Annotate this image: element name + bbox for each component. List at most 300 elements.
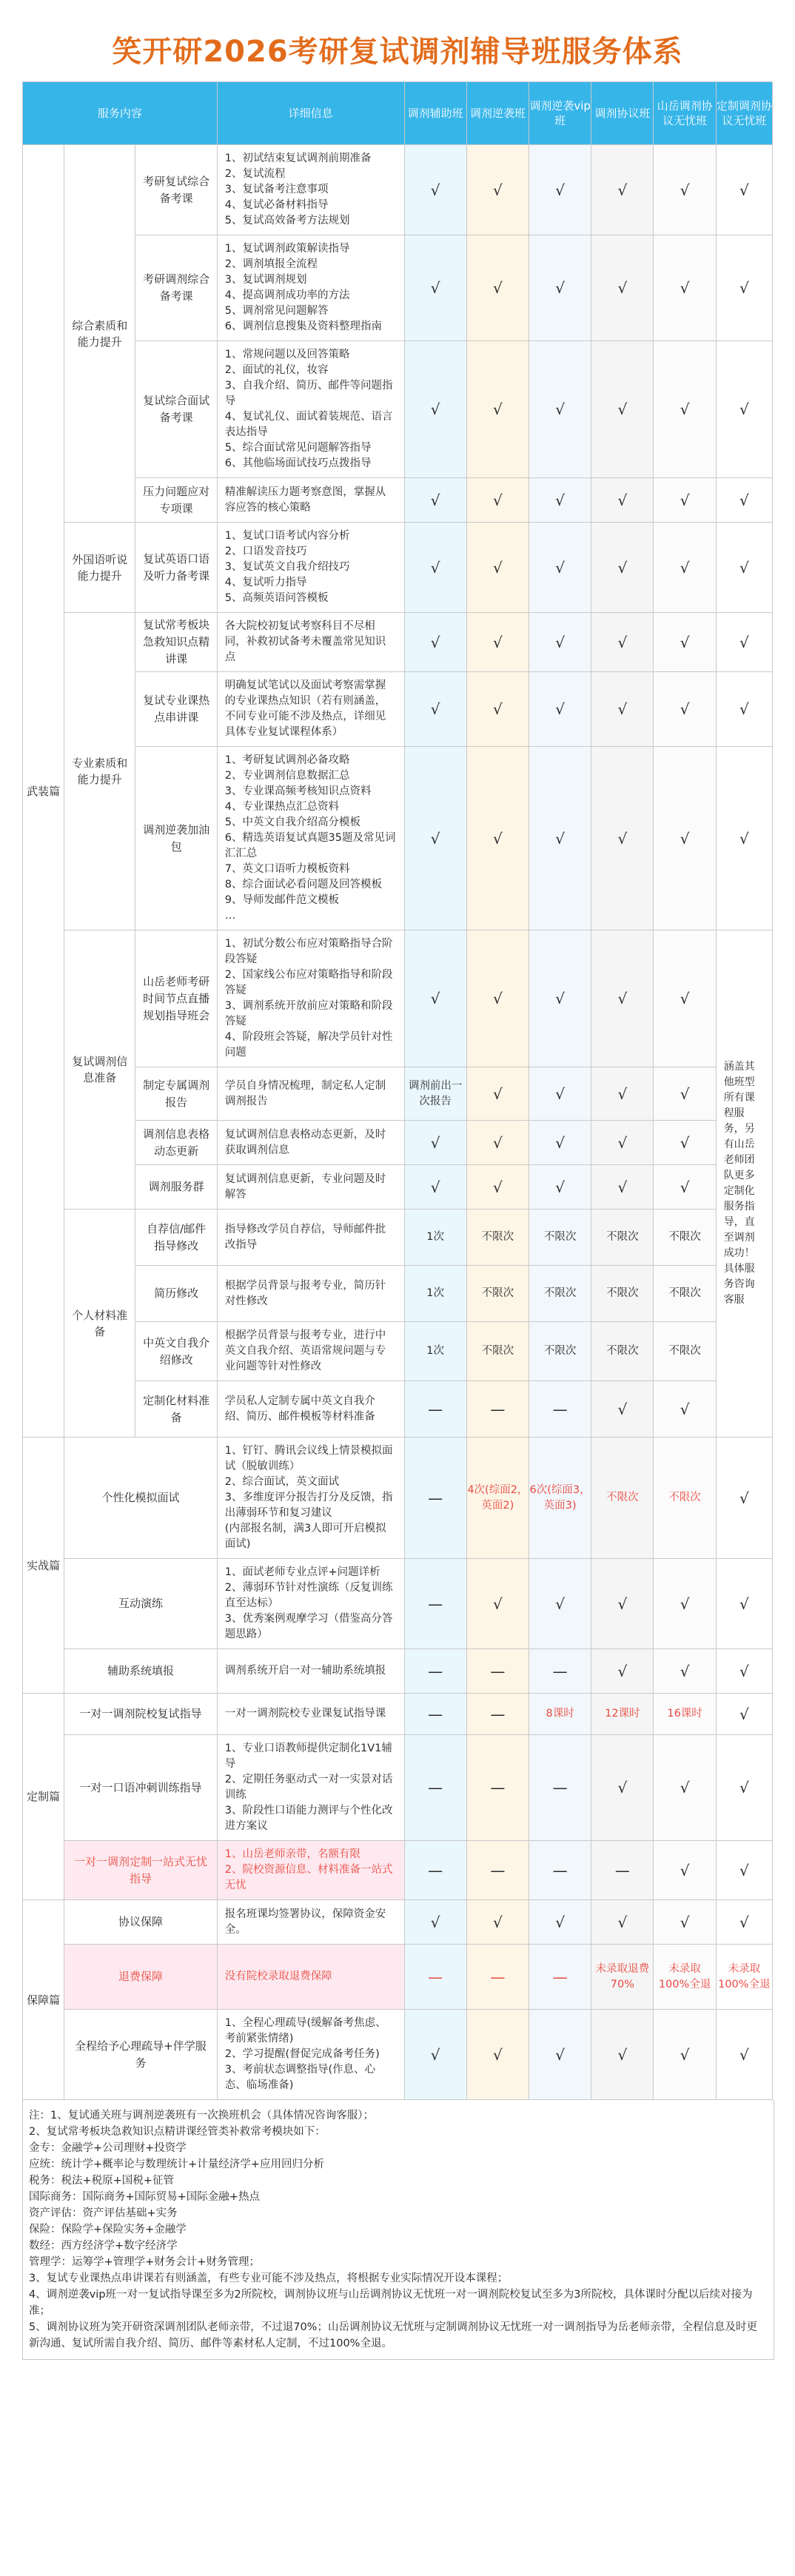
- dash-mark: —: [466, 1381, 529, 1438]
- plan-value: 未录取100%全退: [654, 1945, 716, 2010]
- detail-line: 7、英文口语听力模板资料: [224, 863, 350, 875]
- table-row: [23, 1266, 773, 1322]
- plan-value: 不限次: [591, 1266, 654, 1322]
- note-line: 数经：西方经济学+数字经济学: [29, 2240, 178, 2252]
- check-icon: √: [654, 235, 716, 341]
- check-icon: √: [466, 1067, 529, 1121]
- check-icon: √: [466, 1559, 529, 1649]
- detail-line: 3、自我介绍、简历、邮件等问题指导: [224, 380, 393, 407]
- service-item: 定制化材料准备: [135, 1381, 217, 1438]
- check-icon: √: [654, 2010, 716, 2100]
- detail-line: 3、阶段性口语能力测评与个性化改进方案议: [224, 1805, 393, 1832]
- check-icon: √: [654, 747, 716, 930]
- plan-value: 不限次: [529, 1322, 591, 1381]
- table-row: [23, 478, 773, 523]
- table-row: [23, 1735, 773, 1841]
- detail-line: 2、院校资源信息、材料准备一站式无忧: [224, 1864, 393, 1891]
- note-line: 5、调剂协议班为笑开研资深调剂团队老师亲带，不过退70%；山岳调剂协议无忧班与定制调剂协议无忧班一对一调剂指导为岳老师亲带，全程信息及时更新沟通、复试所需自我介绍、简历、邮件等素材私人定制，不过100%全退。: [29, 2321, 757, 2349]
- plan-value: 不限次: [591, 1322, 654, 1381]
- detail-line: 2、国家线公布应对策略指导和阶段答疑: [224, 969, 393, 996]
- table-row: [23, 1945, 773, 2010]
- check-icon: √: [529, 523, 591, 613]
- header-plan: 定制调剂协议无忧班: [716, 82, 772, 145]
- detail-line: 3、复试备考注意事项: [224, 184, 329, 195]
- check-icon: √: [654, 1165, 716, 1210]
- detail-line: 5、复试高效备考方法规划: [224, 215, 350, 227]
- dash-mark: —: [404, 1381, 466, 1438]
- detail-line: 3、考前状态调整指导(作息、心态、临场准备): [224, 2064, 376, 2091]
- check-icon: √: [404, 1900, 466, 1945]
- check-icon: √: [654, 1900, 716, 1945]
- check-icon: √: [716, 235, 772, 341]
- check-icon: √: [529, 613, 591, 672]
- plan-value: 6次(综面3，英面3): [529, 1438, 591, 1559]
- dash-mark: —: [404, 1438, 466, 1559]
- check-icon: √: [466, 341, 529, 478]
- dash-mark: —: [529, 1381, 591, 1438]
- check-icon: √: [529, 2010, 591, 2100]
- table-row: [23, 1322, 773, 1381]
- check-icon: √: [716, 672, 772, 747]
- detail-line: 学员私人定制专属中英文自我介绍、简历、邮件模板等材料准备: [224, 1395, 375, 1423]
- detail-cell: [217, 478, 404, 523]
- service-item: 考研调剂综合备考课: [135, 235, 217, 341]
- service-item: 复试常考板块急救知识点精讲课: [135, 613, 217, 672]
- detail-line: 1、常规问题以及回答策略: [224, 349, 350, 360]
- service-item: 复试综合面试备考课: [135, 341, 217, 478]
- header-plan: 山岳调剂协议无忧班: [654, 82, 716, 145]
- detail-cell: [217, 1649, 404, 1694]
- detail-line: 1、初试结束复试调剂前期准备: [224, 152, 372, 164]
- detail-line: 5、调剂常见问题解答: [224, 305, 329, 317]
- plan-value: 8课时: [529, 1694, 591, 1735]
- check-icon: √: [404, 478, 466, 523]
- detail-line: 2、口语发音技巧: [224, 546, 307, 557]
- check-icon: √: [591, 1735, 654, 1841]
- service-item: 一对一调剂院校复试指导: [64, 1694, 218, 1735]
- detail-line: 2、薄弱环节针对性演练（反复训练直至达标）: [224, 1582, 393, 1609]
- check-icon: √: [529, 1067, 591, 1121]
- detail-line: 1、复试口语考试内容分析: [224, 530, 350, 542]
- plan-value: 不限次: [591, 1210, 654, 1266]
- header-plan: 调剂逆袭班: [466, 82, 529, 145]
- table-row: [23, 1559, 773, 1649]
- check-icon: √: [654, 613, 716, 672]
- table-row: [23, 747, 773, 930]
- plan-value: 不限次: [466, 1266, 529, 1322]
- check-icon: √: [466, 235, 529, 341]
- check-icon: √: [529, 1121, 591, 1165]
- header-plan: 调剂协议班: [591, 82, 654, 145]
- note-line: 3、复试专业课热点串讲课若有则涵盖，有些专业可能不涉及热点，将根据专业实际情况开设本课程；: [29, 2273, 509, 2284]
- service-item: 中英文自我介绍修改: [135, 1322, 217, 1381]
- plan-value: 不限次: [654, 1438, 716, 1559]
- check-icon: √: [591, 523, 654, 613]
- detail-cell: [217, 1266, 404, 1322]
- check-icon: √: [591, 747, 654, 930]
- check-icon: √: [591, 1900, 654, 1945]
- table-row: [23, 672, 773, 747]
- detail-line: 4、复试必备材料指导: [224, 199, 329, 211]
- check-icon: √: [404, 747, 466, 930]
- table-row: [23, 1694, 773, 1735]
- detail-cell: [217, 2010, 404, 2100]
- check-icon: √: [716, 613, 772, 672]
- dash-mark: —: [466, 1735, 529, 1841]
- check-icon: √: [466, 1900, 529, 1945]
- check-icon: √: [404, 145, 466, 235]
- detail-line: 3、调剂系统开放前应对策略和阶段答疑: [224, 1000, 393, 1027]
- dash-mark: —: [529, 1841, 591, 1900]
- check-icon: √: [654, 145, 716, 235]
- plan-value: 1次: [404, 1210, 466, 1266]
- check-icon: √: [716, 1735, 772, 1841]
- check-icon: √: [591, 341, 654, 478]
- detail-line: 5、高频英语问答模板: [224, 592, 329, 604]
- service-item: 一对一调剂定制一站式无忧指导: [64, 1841, 218, 1900]
- detail-line: 调剂系统开启一对一辅助系统填报: [224, 1665, 386, 1677]
- note-line: 4、调剂逆袭vip班一对一复试指导课至多为2所院校，调剂协议班与山岳调剂协议无忧班一对一调剂院校复试至多为3所院校，具体课时分配以后续对接为准；: [29, 2289, 753, 2317]
- detail-line: 2、面试的礼仪，妆容: [224, 364, 329, 376]
- table-row: [23, 1165, 773, 1210]
- subcategory-label: 外国语听说能力提升: [64, 523, 135, 613]
- detail-line: 5、中英文自我介绍高分模板: [224, 816, 361, 828]
- section-label: 实战篇: [23, 1438, 64, 1694]
- note-line: 应统：统计学+概率论与数理统计+计量经济学+应用回归分析: [29, 2159, 324, 2170]
- dash-mark: —: [404, 1649, 466, 1694]
- detail-cell: [217, 930, 404, 1067]
- plan-value: 不限次: [591, 1438, 654, 1559]
- dash-mark: —: [466, 1694, 529, 1735]
- check-icon: √: [529, 1165, 591, 1210]
- section-label: 武装篇: [23, 145, 64, 1438]
- service-item: 简历修改: [135, 1266, 217, 1322]
- detail-cell: [217, 1067, 404, 1121]
- detail-line: 1、复试调剂政策解读指导: [224, 243, 350, 255]
- note-line: 管理学：运筹学+管理学+财务会计+财务管理；: [29, 2256, 260, 2268]
- check-icon: √: [466, 747, 529, 930]
- detail-line: 一对一调剂院校专业课复试指导课: [224, 1708, 386, 1720]
- check-icon: √: [654, 523, 716, 613]
- detail-line: 1、考研复试调剂必备攻略: [224, 754, 350, 766]
- table-row: [23, 1067, 773, 1121]
- detail-line: 根据学员背景与报考专业，简历针对性修改: [224, 1279, 386, 1307]
- check-icon: √: [591, 1559, 654, 1649]
- table-row: [23, 523, 773, 613]
- detail-cell: [217, 1841, 404, 1900]
- detail-line: 6、精选英语复试真题35题及常见词汇汇总: [224, 832, 396, 859]
- table-row: [23, 2010, 773, 2100]
- detail-line: 4、专业课热点汇总资料: [224, 801, 340, 813]
- detail-line: 8、综合面试必看问题及回答模板: [224, 879, 383, 890]
- check-icon: √: [404, 523, 466, 613]
- plan-value: 16课时: [654, 1694, 716, 1735]
- detail-cell: [217, 1121, 404, 1165]
- table-row: [23, 930, 773, 1067]
- check-icon: √: [466, 1165, 529, 1210]
- check-icon: √: [591, 1067, 654, 1121]
- table-row: [23, 1900, 773, 1945]
- dash-mark: —: [529, 1649, 591, 1694]
- detail-line: 根据学员背景与报考专业，进行中英文自我介绍、英语常规问题与专业问题等针对性修改: [224, 1329, 386, 1372]
- service-table: [22, 81, 773, 2100]
- plan-value: 12课时: [591, 1694, 654, 1735]
- table-row: [23, 341, 773, 478]
- check-icon: √: [716, 1559, 772, 1649]
- detail-cell: [217, 341, 404, 478]
- detail-cell: [217, 1322, 404, 1381]
- detail-cell: [217, 523, 404, 613]
- check-icon: √: [591, 478, 654, 523]
- check-icon: √: [466, 523, 529, 613]
- table-row: [23, 1438, 773, 1559]
- service-item: 全程给予心理疏导+伴学服务: [64, 2010, 218, 2100]
- dash-mark: —: [529, 1945, 591, 2010]
- service-item: 制定专属调剂报告: [135, 1067, 217, 1121]
- check-icon: √: [591, 930, 654, 1067]
- detail-line: 9、导师发邮件范文模板: [224, 894, 340, 906]
- check-icon: √: [529, 235, 591, 341]
- check-icon: √: [529, 478, 591, 523]
- check-icon: √: [716, 341, 772, 478]
- custom-plan-note: 涵盖其他班型所有课程服务，另有山岳老师团队更多定制化服务指导，直至调剂成功！具体服务咨询客服: [716, 930, 772, 1438]
- check-icon: √: [654, 672, 716, 747]
- service-item: 协议保障: [64, 1900, 218, 1945]
- service-item: 退费保障: [64, 1945, 218, 2010]
- header-plan: 调剂逆袭vip班: [529, 82, 591, 145]
- detail-cell: [217, 613, 404, 672]
- detail-line: 复试调剂信息更新，专业问题及时解答: [224, 1173, 386, 1201]
- service-item: 复试专业课热点串讲课: [135, 672, 217, 747]
- service-item: 一对一口语冲刺训练指导: [64, 1735, 218, 1841]
- check-icon: √: [466, 930, 529, 1067]
- detail-cell: [217, 1735, 404, 1841]
- dash-mark: —: [404, 1945, 466, 2010]
- check-icon: √: [654, 1649, 716, 1694]
- detail-cell: [217, 1900, 404, 1945]
- detail-line: 2、调剂填报全流程: [224, 258, 318, 270]
- detail-line: 1、全程心理疏导(缓解备考焦虑、考前紧张情绪): [224, 2017, 386, 2045]
- check-icon: √: [466, 145, 529, 235]
- header-service: 服务内容: [23, 82, 218, 145]
- detail-line: …: [224, 910, 236, 922]
- detail-line: 精准解读压力题考察意图，掌握从容应答的核心策略: [224, 486, 386, 514]
- service-item: 调剂信息表格动态更新: [135, 1121, 217, 1165]
- subcategory-label: 个人材料准备: [64, 1210, 135, 1438]
- check-icon: √: [591, 2010, 654, 2100]
- check-icon: √: [716, 1841, 772, 1900]
- check-icon: √: [529, 341, 591, 478]
- note-line: 税务：税法+税原+国税+征管: [29, 2175, 174, 2187]
- subcategory-label: 专业素质和能力提升: [64, 613, 135, 930]
- plan-value: 4次(综面2，英面2): [466, 1438, 529, 1559]
- check-icon: √: [466, 672, 529, 747]
- dash-mark: —: [466, 1841, 529, 1900]
- detail-line: 指导修改学员自荐信，导师邮件批改指导: [224, 1223, 386, 1251]
- check-icon: √: [716, 523, 772, 613]
- detail-line: 6、其他临场面试技巧点拨指导: [224, 457, 372, 469]
- check-icon: √: [591, 1649, 654, 1694]
- detail-line: 2、综合面试，英文面试: [224, 1476, 340, 1488]
- detail-line: 1、初试分数公布应对策略指导合阶段答疑: [224, 938, 393, 965]
- check-icon: √: [404, 613, 466, 672]
- check-icon: √: [404, 235, 466, 341]
- plan-value: 调剂前出一次报告: [404, 1067, 466, 1121]
- detail-line: 1、山岳老师亲带，名额有限: [224, 1848, 361, 1860]
- check-icon: √: [404, 1121, 466, 1165]
- detail-line: 4、复试听力指导: [224, 577, 307, 588]
- plan-value: 不限次: [529, 1266, 591, 1322]
- plan-value: 未录取100%全退: [716, 1945, 772, 2010]
- check-icon: √: [529, 930, 591, 1067]
- page-title: 笑开研2026考研复试调剂辅导班服务体系: [112, 35, 683, 69]
- detail-cell: [217, 1381, 404, 1438]
- header-detail: 详细信息: [217, 82, 404, 145]
- check-icon: √: [716, 1694, 772, 1735]
- dash-mark: —: [404, 1735, 466, 1841]
- table-row: [23, 145, 773, 235]
- check-icon: √: [466, 613, 529, 672]
- check-icon: √: [529, 145, 591, 235]
- note-line: 资产评估：资产评估基础+实务: [29, 2207, 178, 2219]
- table-row: [23, 1841, 773, 1900]
- detail-cell: [217, 235, 404, 341]
- plan-value: 不限次: [654, 1210, 716, 1266]
- section-label: 保障篇: [23, 1900, 64, 2100]
- subcategory-label: 复试调剂信息准备: [64, 930, 135, 1210]
- check-icon: √: [716, 747, 772, 930]
- detail-cell: [217, 145, 404, 235]
- service-item: 辅助系统填报: [64, 1649, 218, 1694]
- detail-cell: [217, 1438, 404, 1559]
- note-line: 2、复试常考板块急救知识点精讲课经管类补救常考模块如下：: [29, 2126, 326, 2138]
- service-item: 调剂逆袭加油包: [135, 747, 217, 930]
- service-item: 自荐信/邮件指导修改: [135, 1210, 217, 1266]
- detail-line: 3、复试英文自我介绍技巧: [224, 561, 350, 573]
- subcategory-label: 综合素质和能力提升: [64, 145, 135, 523]
- dash-mark: —: [404, 1694, 466, 1735]
- check-icon: √: [654, 930, 716, 1067]
- check-icon: √: [404, 2010, 466, 2100]
- detail-cell: [217, 1559, 404, 1649]
- check-icon: √: [404, 341, 466, 478]
- plan-value: 不限次: [654, 1322, 716, 1381]
- check-icon: √: [654, 1735, 716, 1841]
- detail-cell: [217, 747, 404, 930]
- detail-line: 明确复试笔试以及面试考察需掌握的专业课热点知识（若有则涵盖，不同专业可能不涉及热点，详细见具体专业复试课程体系）: [224, 680, 386, 738]
- detail-line: 4、复试礼仪、面试着装规范、语言表达指导: [224, 411, 393, 438]
- check-icon: √: [591, 1121, 654, 1165]
- detail-line: 复试调剂信息表格动态更新，及时获取调剂信息: [224, 1128, 386, 1156]
- check-icon: √: [591, 613, 654, 672]
- check-icon: √: [654, 1559, 716, 1649]
- dash-mark: —: [529, 1735, 591, 1841]
- service-item: 复试英语口语及听力备考课: [135, 523, 217, 613]
- table-row: [23, 1210, 773, 1266]
- dash-mark: —: [466, 1649, 529, 1694]
- detail-cell: [217, 1694, 404, 1735]
- check-icon: √: [654, 1121, 716, 1165]
- detail-cell: [217, 672, 404, 747]
- detail-line: 没有院校录取退费保障: [224, 1970, 332, 1982]
- plan-value: 不限次: [654, 1266, 716, 1322]
- check-icon: √: [529, 1900, 591, 1945]
- check-icon: √: [716, 1649, 772, 1694]
- table-row: [23, 235, 773, 341]
- plan-value: 不限次: [466, 1322, 529, 1381]
- table-row: [23, 1121, 773, 1165]
- notes-box: [22, 2100, 774, 2360]
- check-icon: √: [591, 235, 654, 341]
- detail-line: 2、定期任务驱动式一对一实景对话训练: [224, 1774, 393, 1801]
- check-icon: √: [654, 1067, 716, 1121]
- detail-line: 4、提高调剂成功率的方法: [224, 289, 350, 301]
- check-icon: √: [466, 478, 529, 523]
- plan-value: 未录取退费70%: [591, 1945, 654, 2010]
- detail-cell: [217, 1945, 404, 2010]
- check-icon: √: [654, 1381, 716, 1438]
- detail-cell: [217, 1210, 404, 1266]
- detail-line: 2、专业调剂信息数据汇总: [224, 770, 350, 782]
- dash-mark: —: [466, 1945, 529, 2010]
- detail-line: 报名班课均签署协议，保障资金安全。: [224, 1908, 386, 1936]
- check-icon: √: [716, 2010, 772, 2100]
- service-item: 考研复试综合备考课: [135, 145, 217, 235]
- section-label: 定制篇: [23, 1694, 64, 1900]
- dash-mark: —: [404, 1841, 466, 1900]
- detail-line: 4、阶段班会答疑，解决学员针对性问题: [224, 1031, 393, 1059]
- check-icon: √: [404, 1165, 466, 1210]
- dash-mark: —: [404, 1559, 466, 1649]
- check-icon: √: [529, 747, 591, 930]
- check-icon: √: [466, 1121, 529, 1165]
- check-icon: √: [529, 672, 591, 747]
- check-icon: √: [466, 2010, 529, 2100]
- table-row: [23, 1649, 773, 1694]
- check-icon: √: [404, 672, 466, 747]
- detail-line: 1、专业口语教师提供定制化1V1辅导: [224, 1743, 392, 1770]
- check-icon: √: [716, 145, 772, 235]
- check-icon: √: [654, 478, 716, 523]
- service-item: 压力问题应对专项课: [135, 478, 217, 523]
- table-row: [23, 1381, 773, 1438]
- detail-line: 2、学习提醒(督促完成备考任务): [224, 2048, 380, 2060]
- table-row: [23, 613, 773, 672]
- table-header-row: [23, 82, 773, 145]
- detail-line: 3、专业课高频考核知识点资料: [224, 785, 372, 797]
- check-icon: √: [529, 1559, 591, 1649]
- detail-line: 6、调剂信息搜集及资料整理指南: [224, 321, 383, 332]
- detail-line: 3、优秀案例观摩学习（借鉴高分答题思路）: [224, 1613, 393, 1640]
- check-icon: √: [591, 145, 654, 235]
- plan-value: 不限次: [529, 1210, 591, 1266]
- plan-value: 1次: [404, 1266, 466, 1322]
- detail-line: 1、面试老师专业点评+问题详析: [224, 1566, 380, 1578]
- detail-line: 3、复试调剂规划: [224, 274, 307, 286]
- service-item: 互动演练: [64, 1559, 218, 1649]
- plan-value: 不限次: [466, 1210, 529, 1266]
- detail-line: (内部报名制，满3人即可开启模拟面试): [224, 1523, 386, 1550]
- check-icon: √: [716, 1438, 772, 1559]
- check-icon: √: [591, 672, 654, 747]
- check-icon: √: [654, 341, 716, 478]
- detail-line: 5、综合面试常见问题解答指导: [224, 442, 372, 454]
- service-item: 调剂服务群: [135, 1165, 217, 1210]
- service-item: 个性化模拟面试: [64, 1438, 218, 1559]
- detail-line: 学员自身情况梳理，制定私人定制调剂报告: [224, 1079, 386, 1107]
- note-line: 注：1、复试通关班与调剂逆袭班有一次换班机会（具体情况咨询客服）；: [29, 2110, 374, 2121]
- note-line: 国际商务：国际商务+国际贸易+国际金融+热点: [29, 2191, 260, 2203]
